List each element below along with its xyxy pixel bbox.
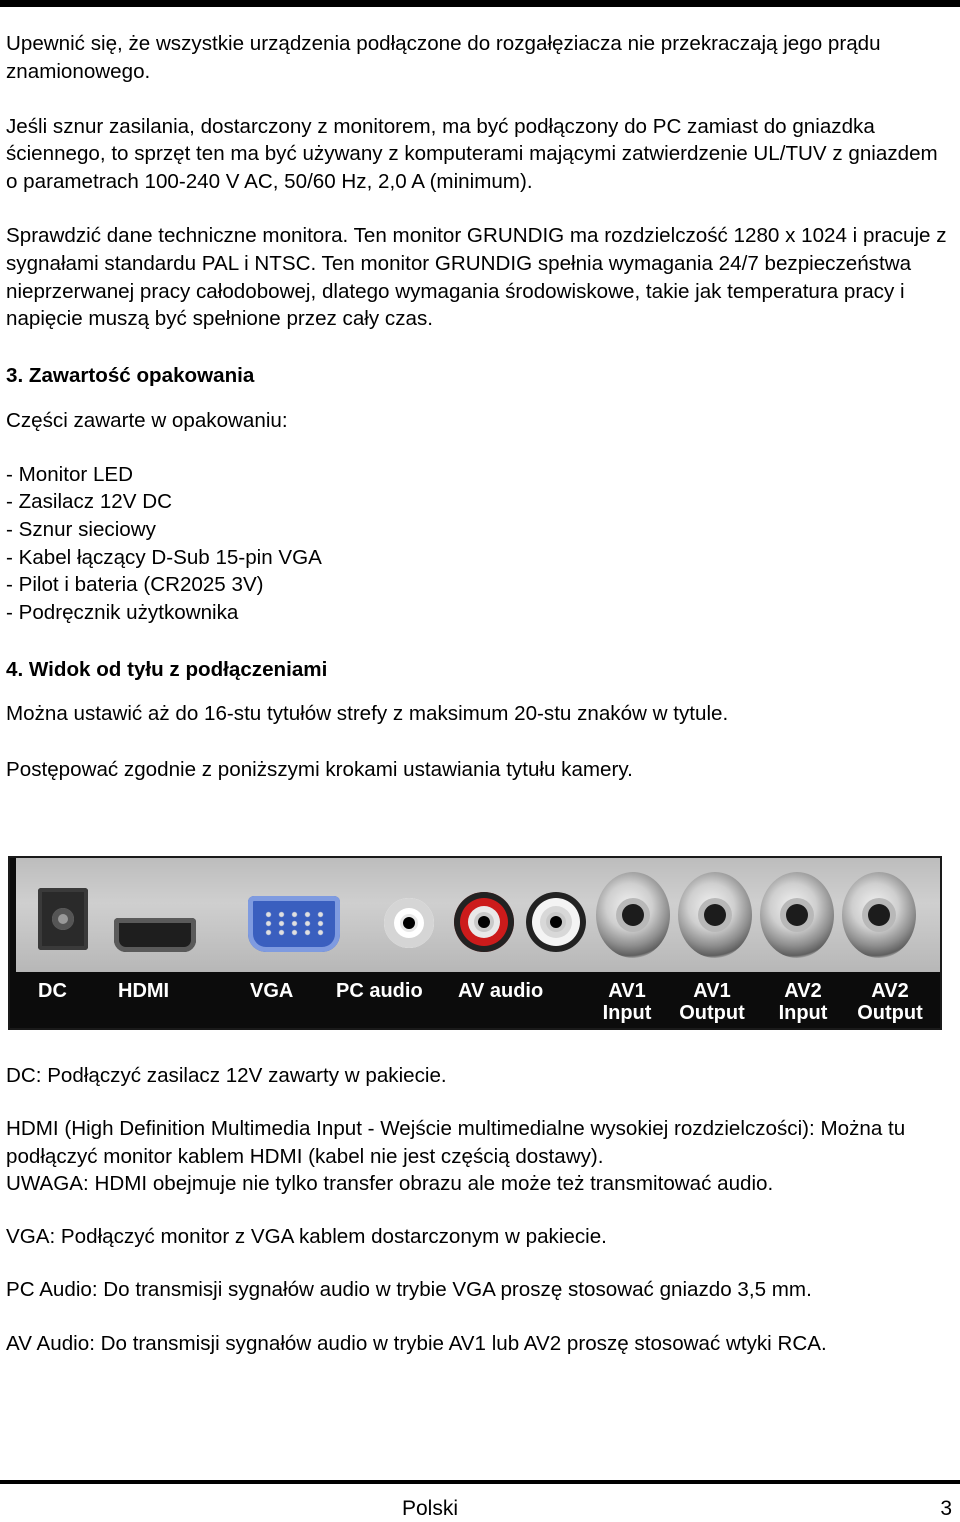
panel-label-line: AV1 <box>608 980 646 1002</box>
panel-label-dc: DC <box>38 980 67 1002</box>
page-content <box>6 30 954 784</box>
av-audio-white-rca-icon <box>526 892 586 952</box>
panel-label-line: Input <box>602 1002 652 1024</box>
hdmi-note: UWAGA: HDMI obejmuje nie tylko transfer obrazu ale może też transmitować audio. <box>6 1172 774 1196</box>
panel-label-av2-input <box>770 980 836 1024</box>
panel-label-line: Input <box>778 1002 828 1024</box>
pc-audio-description: PC Audio: Do transmisji sygnałów audio w trybie VGA proszę stosować gniazdo 3,5 mm. <box>6 1277 812 1301</box>
av-audio-red-rca-icon <box>454 892 514 952</box>
av1-output-bnc-icon <box>678 872 752 958</box>
intro-paragraph-1: Upewnić się, że wszystkie urządzenia podłączone do rozgałęziacza nie przekraczają jego prądu znamionowego. <box>6 32 881 83</box>
hdmi-port-icon <box>114 918 196 952</box>
footer-rule <box>0 1480 960 1484</box>
rear-panel-connector-strip <box>16 858 940 972</box>
list-item: - Pilot i bateria (CR2025 3V) <box>6 573 264 597</box>
list-item: - Monitor LED <box>6 462 134 486</box>
intro-paragraph-2: Jeśli sznur zasilania, dostarczony z monitorem, ma być podłączony do PC zamiast do gniazdka ściennego, to sprzęt ten ma być używany z komputerami mającymi zatwierdzenie UL/TUV z gniazdem o parametrach 100-240 V AC, 50/60 Hz, 2,0 A (minimum). <box>6 114 938 194</box>
dc-jack-icon <box>38 888 88 950</box>
panel-label-line: AV1 <box>693 980 731 1002</box>
panel-label-vga: VGA <box>250 980 294 1002</box>
av-audio-description: AV Audio: Do transmisji sygnałów audio w trybie AV1 lub AV2 proszę stosować wtyki RCA. <box>6 1331 827 1355</box>
package-contents-list <box>6 461 954 627</box>
rear-panel-photo <box>8 856 942 1030</box>
av1-input-bnc-icon <box>596 872 670 958</box>
panel-label-av1-input <box>594 980 660 1024</box>
dc-description: DC: Podłączyć zasilacz 12V zawarty w pakiecie. <box>6 1064 447 1087</box>
camera-title-steps-paragraph: Postępować zgodnie z poniższymi krokami ustawiania tytułu kamery. <box>6 757 633 781</box>
zone-titles-paragraph: Można ustawić aż do 16-stu tytułów strefy z maksimum 20-stu znaków w tytule. <box>6 702 729 726</box>
panel-label-line: AV2 <box>871 980 909 1002</box>
panel-label-line: Output <box>857 1002 923 1024</box>
list-item: - Kabel łączący D-Sub 15-pin VGA <box>6 545 322 569</box>
connector-descriptions <box>6 1062 954 1358</box>
panel-label-av-audio: AV audio <box>458 980 544 1002</box>
panel-label-av2-output <box>852 980 928 1024</box>
intro-paragraph-3: Sprawdzić dane techniczne monitora. Ten monitor GRUNDIG ma rozdzielczość 1280 x 1024 i pracuje z sygnałami standardu PAL i NTSC. Ten monitor GRUNDIG spełnia wymagania 24/7 bezpieczeństwa nieprzerwanej pracy całodobowej, dlatego wymagania środowiskowe, takie jak temperatura pracy i napięcie muszą być spełnione przez cały czas. <box>6 223 947 331</box>
section-4-heading: 4. Widok od tyłu z podłączeniami <box>6 658 328 682</box>
list-item: - Podręcznik użytkownika <box>6 600 239 624</box>
package-contents-intro: Części zawarte w opakowaniu: <box>6 408 288 432</box>
panel-label-pc-audio: PC audio <box>336 980 423 1002</box>
page-number: 3 <box>940 1497 952 1520</box>
list-item: - Sznur sieciowy <box>6 517 156 541</box>
panel-label-line: Output <box>679 1002 745 1024</box>
pc-audio-jack-icon <box>384 898 434 948</box>
list-item: - Zasilacz 12V DC <box>6 490 172 514</box>
panel-label-av1-output <box>674 980 750 1024</box>
hdmi-description: HDMI (High Definition Multimedia Input - Wejście multimedialne wysokiej rozdzielczości): Można tu podłączyć monitor kablem HDMI (kabel nie jest częścią dostawy). <box>6 1116 906 1168</box>
av2-output-bnc-icon <box>842 872 916 958</box>
top-rule <box>0 0 960 7</box>
av2-input-bnc-icon <box>760 872 834 958</box>
footer-language: Polski <box>402 1497 459 1520</box>
vga-port-icon <box>248 896 340 952</box>
panel-label-line: AV2 <box>784 980 822 1002</box>
vga-description: VGA: Podłączyć monitor z VGA kablem dostarczonym w pakiecie. <box>6 1225 607 1249</box>
panel-label-hdmi: HDMI <box>118 980 170 1002</box>
section-3-heading: 3. Zawartość opakowania <box>6 364 255 388</box>
